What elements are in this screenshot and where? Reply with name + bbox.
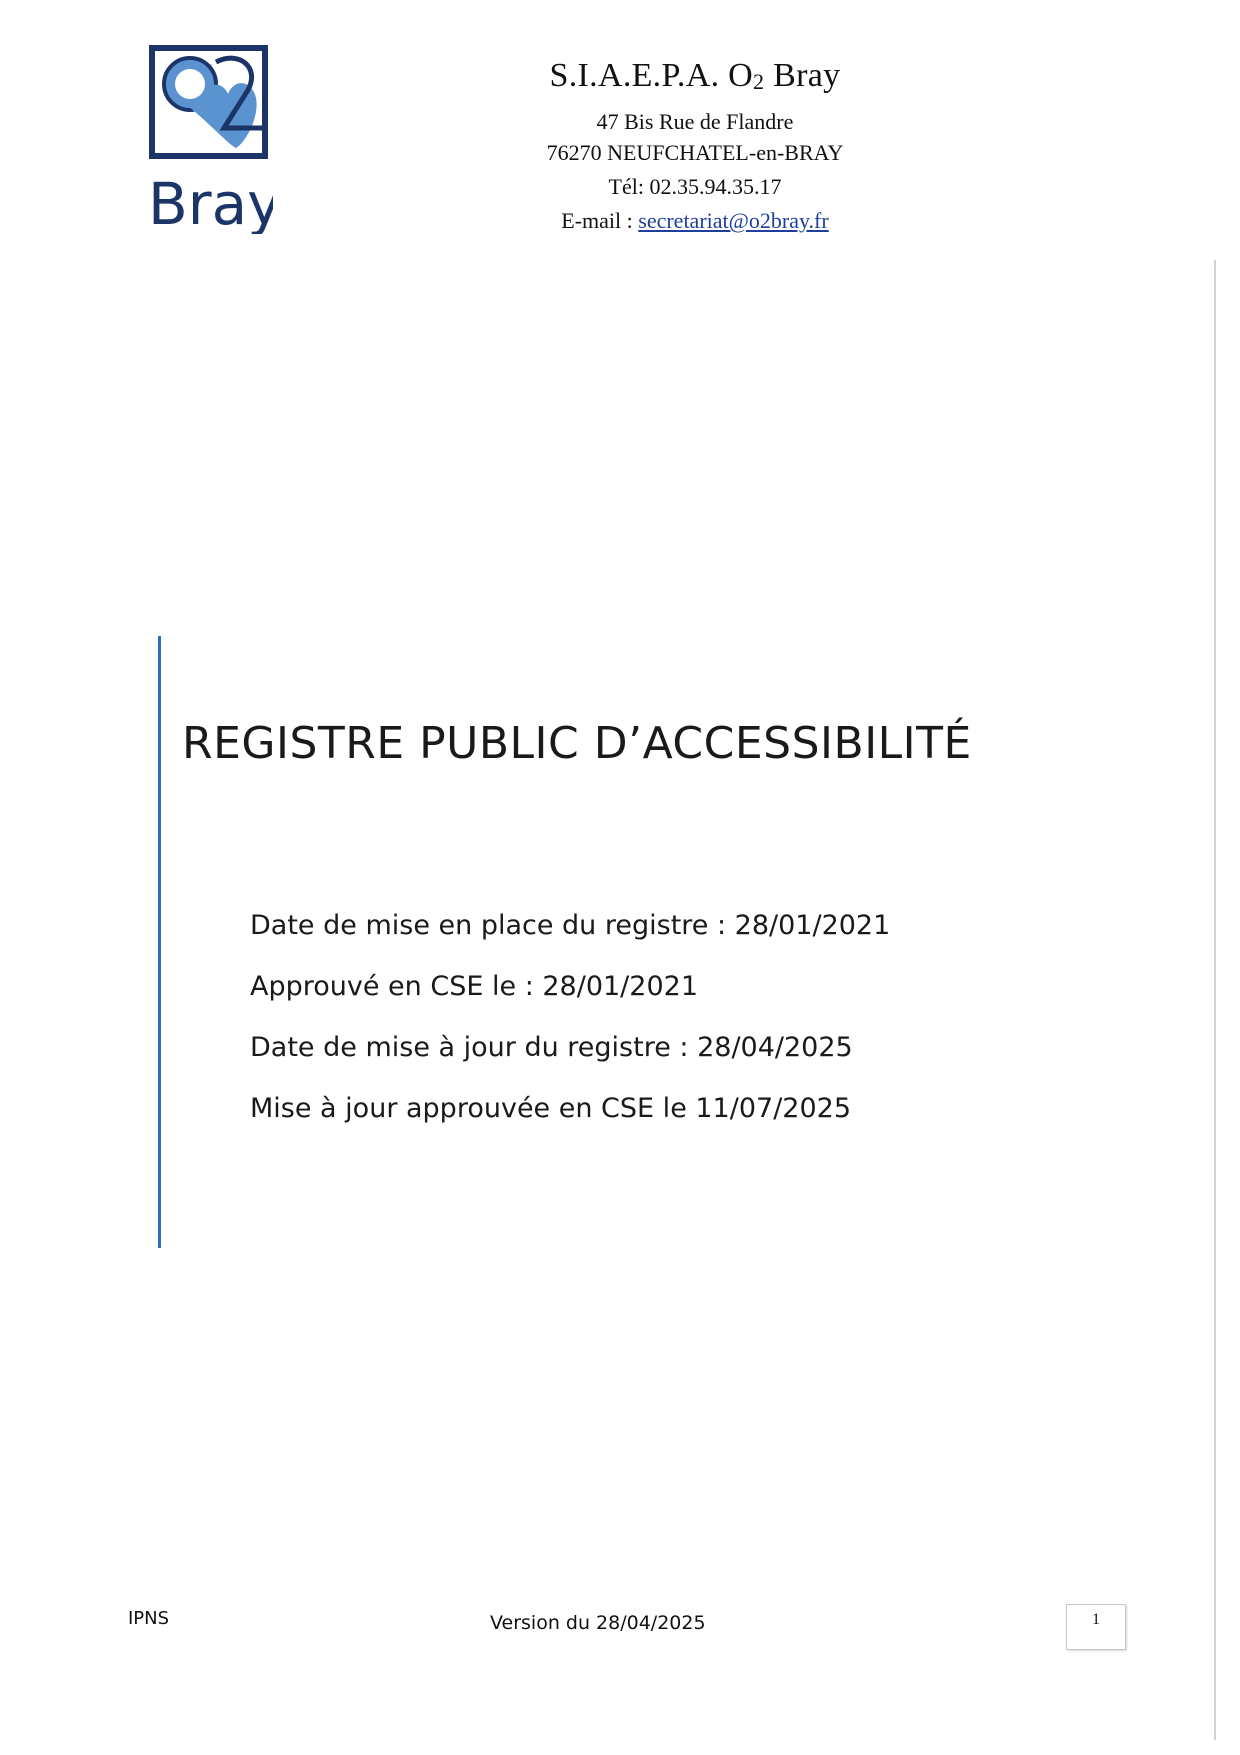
accent-vertical-line bbox=[158, 636, 161, 1248]
date-update-line: Date de mise à jour du registre : 28/04/2025 bbox=[250, 1032, 853, 1063]
org-name-subscript: 2 bbox=[753, 69, 765, 94]
page-number-box bbox=[1066, 1604, 1126, 1650]
logo-text: Bray bbox=[148, 170, 273, 234]
email-line bbox=[470, 203, 920, 239]
address-line-1: 47 Bis Rue de Flandre bbox=[596, 109, 794, 134]
org-name-prefix: S.I.A.E.P.A. O bbox=[549, 57, 754, 94]
dates-block bbox=[250, 906, 890, 1150]
document-title: REGISTRE PUBLIC D’ACCESSIBILITÉ bbox=[182, 718, 972, 769]
date-approved-line: Approuvé en CSE le : 28/01/2021 bbox=[250, 971, 698, 1002]
phone-number: Tél: 02.35.94.35.17 bbox=[608, 174, 782, 199]
footer-ipns: IPNS bbox=[128, 1608, 170, 1629]
org-name-suffix: Bray bbox=[764, 57, 841, 94]
page-edge-line bbox=[1214, 260, 1216, 1740]
letterhead bbox=[470, 52, 920, 239]
footer-version: Version du 28/04/2025 bbox=[490, 1612, 706, 1634]
email-link[interactable]: secretariat@o2bray.fr bbox=[638, 208, 829, 233]
email-label: E-mail : bbox=[561, 208, 639, 233]
logo bbox=[148, 44, 273, 234]
o2-bray-logo-icon bbox=[148, 44, 273, 234]
page-number: 1 bbox=[1092, 1611, 1100, 1628]
address-line-2: 76270 NEUFCHATEL-en-BRAY bbox=[546, 140, 844, 165]
date-setup-line: Date de mise en place du registre : 28/01/2021 bbox=[250, 910, 891, 941]
date-update-approved-line: Mise à jour approuvée en CSE le 11/07/2025 bbox=[250, 1093, 852, 1124]
organization-name bbox=[470, 52, 920, 106]
